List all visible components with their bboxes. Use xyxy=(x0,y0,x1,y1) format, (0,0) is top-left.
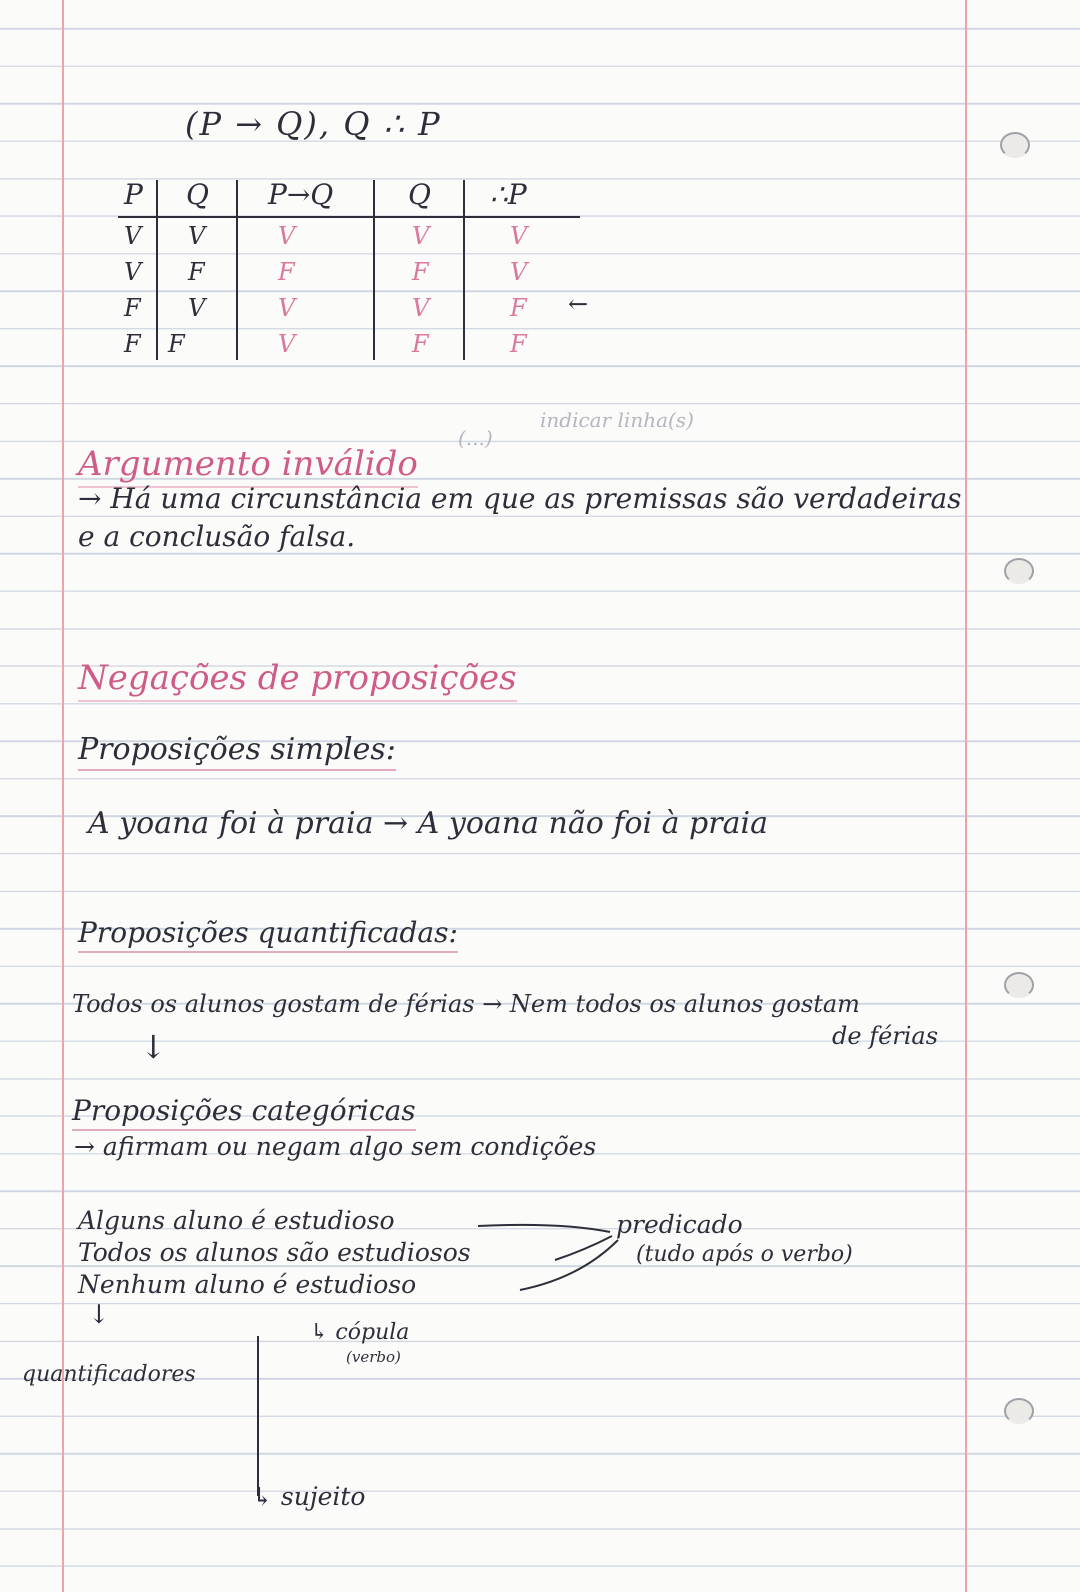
cell-r2-q2: F xyxy=(412,258,429,286)
cell-r3-c: F xyxy=(510,294,527,322)
row-marker-arrow: ← xyxy=(568,290,589,318)
cell-r3-pq: V xyxy=(278,294,296,322)
header-q: Q xyxy=(186,178,209,211)
quantifier-arrow: ↓ xyxy=(88,1300,110,1330)
copula-label: ↳ cópula xyxy=(310,1320,410,1345)
subject-label: ↳ sujeito xyxy=(252,1482,366,1511)
header-p-implies-q: P→Q xyxy=(268,178,334,211)
negations-title: Negações de proposições xyxy=(78,658,517,702)
header-conclusion: ∴P xyxy=(490,178,527,211)
cell-r1-q: V xyxy=(188,222,206,250)
cell-r4-c: F xyxy=(510,330,527,358)
invalid-argument-title: Argumento inválido xyxy=(78,444,418,488)
cell-r1-c: V xyxy=(510,222,528,250)
quantifier-label: quantificadores xyxy=(22,1362,196,1387)
invalid-argument-line-2: e a conclusão falsa. xyxy=(78,520,356,553)
categorical-example-some: Alguns aluno é estudioso xyxy=(78,1206,395,1235)
predicate-note: (tudo após o verbo) xyxy=(636,1242,853,1267)
cell-r2-p: V xyxy=(124,258,142,286)
cell-r3-p: F xyxy=(124,294,141,322)
cell-r1-pq: V xyxy=(278,222,296,250)
quantified-example-line-1: Todos os alunos gostam de férias → Nem todos os alunos gostam xyxy=(72,990,860,1018)
predicate-label: predicado xyxy=(616,1210,743,1239)
cell-r4-q2: F xyxy=(412,330,429,358)
cell-r2-q: F xyxy=(188,258,205,286)
header-p: P xyxy=(124,178,143,211)
header-q-premise: Q xyxy=(408,178,431,211)
quantified-propositions-heading: Proposições quantificadas: xyxy=(78,916,458,953)
invalid-argument-line-1: → Há uma circunstância em que as premissas são verdadeiras xyxy=(78,482,962,515)
annotation-ellipsis: (...) xyxy=(458,426,493,450)
cell-r2-c: V xyxy=(510,258,528,286)
categorical-example-all: Todos os alunos são estudiosos xyxy=(78,1238,471,1267)
cell-r1-p: V xyxy=(124,222,142,250)
annotation-indicate-lines: indicar linha(s) xyxy=(540,408,694,432)
cell-r4-p: F xyxy=(124,330,141,358)
cell-r3-q: V xyxy=(188,294,206,322)
argument-formula: (P → Q), Q ∴ P xyxy=(185,105,442,143)
cell-r4-q: F xyxy=(168,330,185,358)
categorical-heading: Proposições categóricas xyxy=(72,1094,416,1131)
quantified-example-line-2: de férias xyxy=(832,1022,939,1050)
cell-r1-q2: V xyxy=(412,222,430,250)
cell-r4-pq: V xyxy=(278,330,296,358)
cell-r3-q2: V xyxy=(412,294,430,322)
copula-note: (verbo) xyxy=(346,1348,401,1366)
simple-proposition-example: A yoana foi à praia → A yoana não foi à praia xyxy=(88,806,768,841)
cell-r2-pq: F xyxy=(278,258,295,286)
categorical-definition: → afirmam ou negam algo sem condições xyxy=(74,1132,597,1161)
down-arrow: ↓ xyxy=(140,1028,167,1066)
simple-propositions-heading: Proposições simples: xyxy=(78,732,396,771)
categorical-example-none: Nenhum aluno é estudioso xyxy=(78,1270,417,1299)
